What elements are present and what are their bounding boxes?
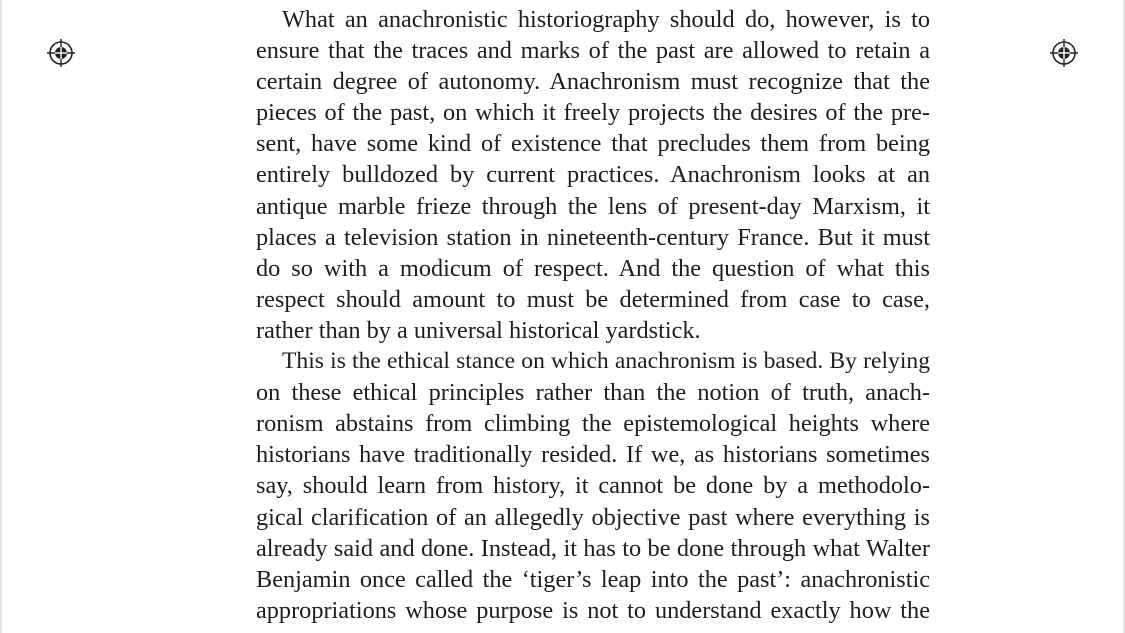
- text-line: antique marble frieze through the lens of present-day Marxism, it: [256, 192, 930, 220]
- paragraph-2: [256, 346, 930, 626]
- text-line: ensure that the traces and marks of the past are allowed to retain a: [256, 37, 930, 65]
- text-line: on these ethical principles rather than the notion of truth, anach-: [256, 379, 930, 407]
- text-line: rather than by a universal historical yardstick.: [256, 316, 701, 344]
- page-edge-left: [0, 0, 2, 633]
- text-line: ronism abstains from climbing the epistemological heights where: [256, 410, 930, 438]
- body-text: [256, 4, 930, 626]
- text-line: sent, have some kind of existence that precludes them from being: [256, 130, 930, 158]
- registration-mark-icon: [47, 39, 75, 67]
- text-line: historians have traditionally resided. If we, as historians sometimes: [256, 441, 930, 469]
- text-line: gical clarification of an allegedly objective past where everything is: [256, 503, 930, 531]
- text-line: pieces of the past, on which it freely projects the desires of the pre-: [256, 99, 930, 127]
- text-line: respect should amount to must be determined from case to case,: [256, 285, 930, 313]
- text-line: What an anachronistic historiography should do, however, is to: [282, 6, 930, 33]
- text-line: already said and done. Instead, it has to be done through what Walter: [256, 534, 930, 562]
- text-line: Benjamin once called the ‘tiger’s leap into the past’: anachronistic: [256, 565, 930, 593]
- registration-mark-icon: [1050, 39, 1078, 67]
- text-line: say, should learn from history, it cannot be done by a methodolo-: [256, 472, 930, 500]
- text-line: appropriations whose purpose is not to understand exactly how the: [256, 596, 930, 624]
- paragraph-1: [256, 4, 930, 346]
- text-line: do so with a modicum of respect. And the question of what this: [256, 254, 930, 282]
- text-line: certain degree of autonomy. Anachronism must recognize that the: [256, 68, 930, 96]
- text-line: entirely bulldozed by current practices. Anachronism looks at an: [256, 161, 930, 189]
- text-line: places a television station in nineteenth-century France. But it must: [256, 223, 930, 251]
- text-line: This is the ethical stance on which anachronism is based. By relying: [282, 348, 930, 375]
